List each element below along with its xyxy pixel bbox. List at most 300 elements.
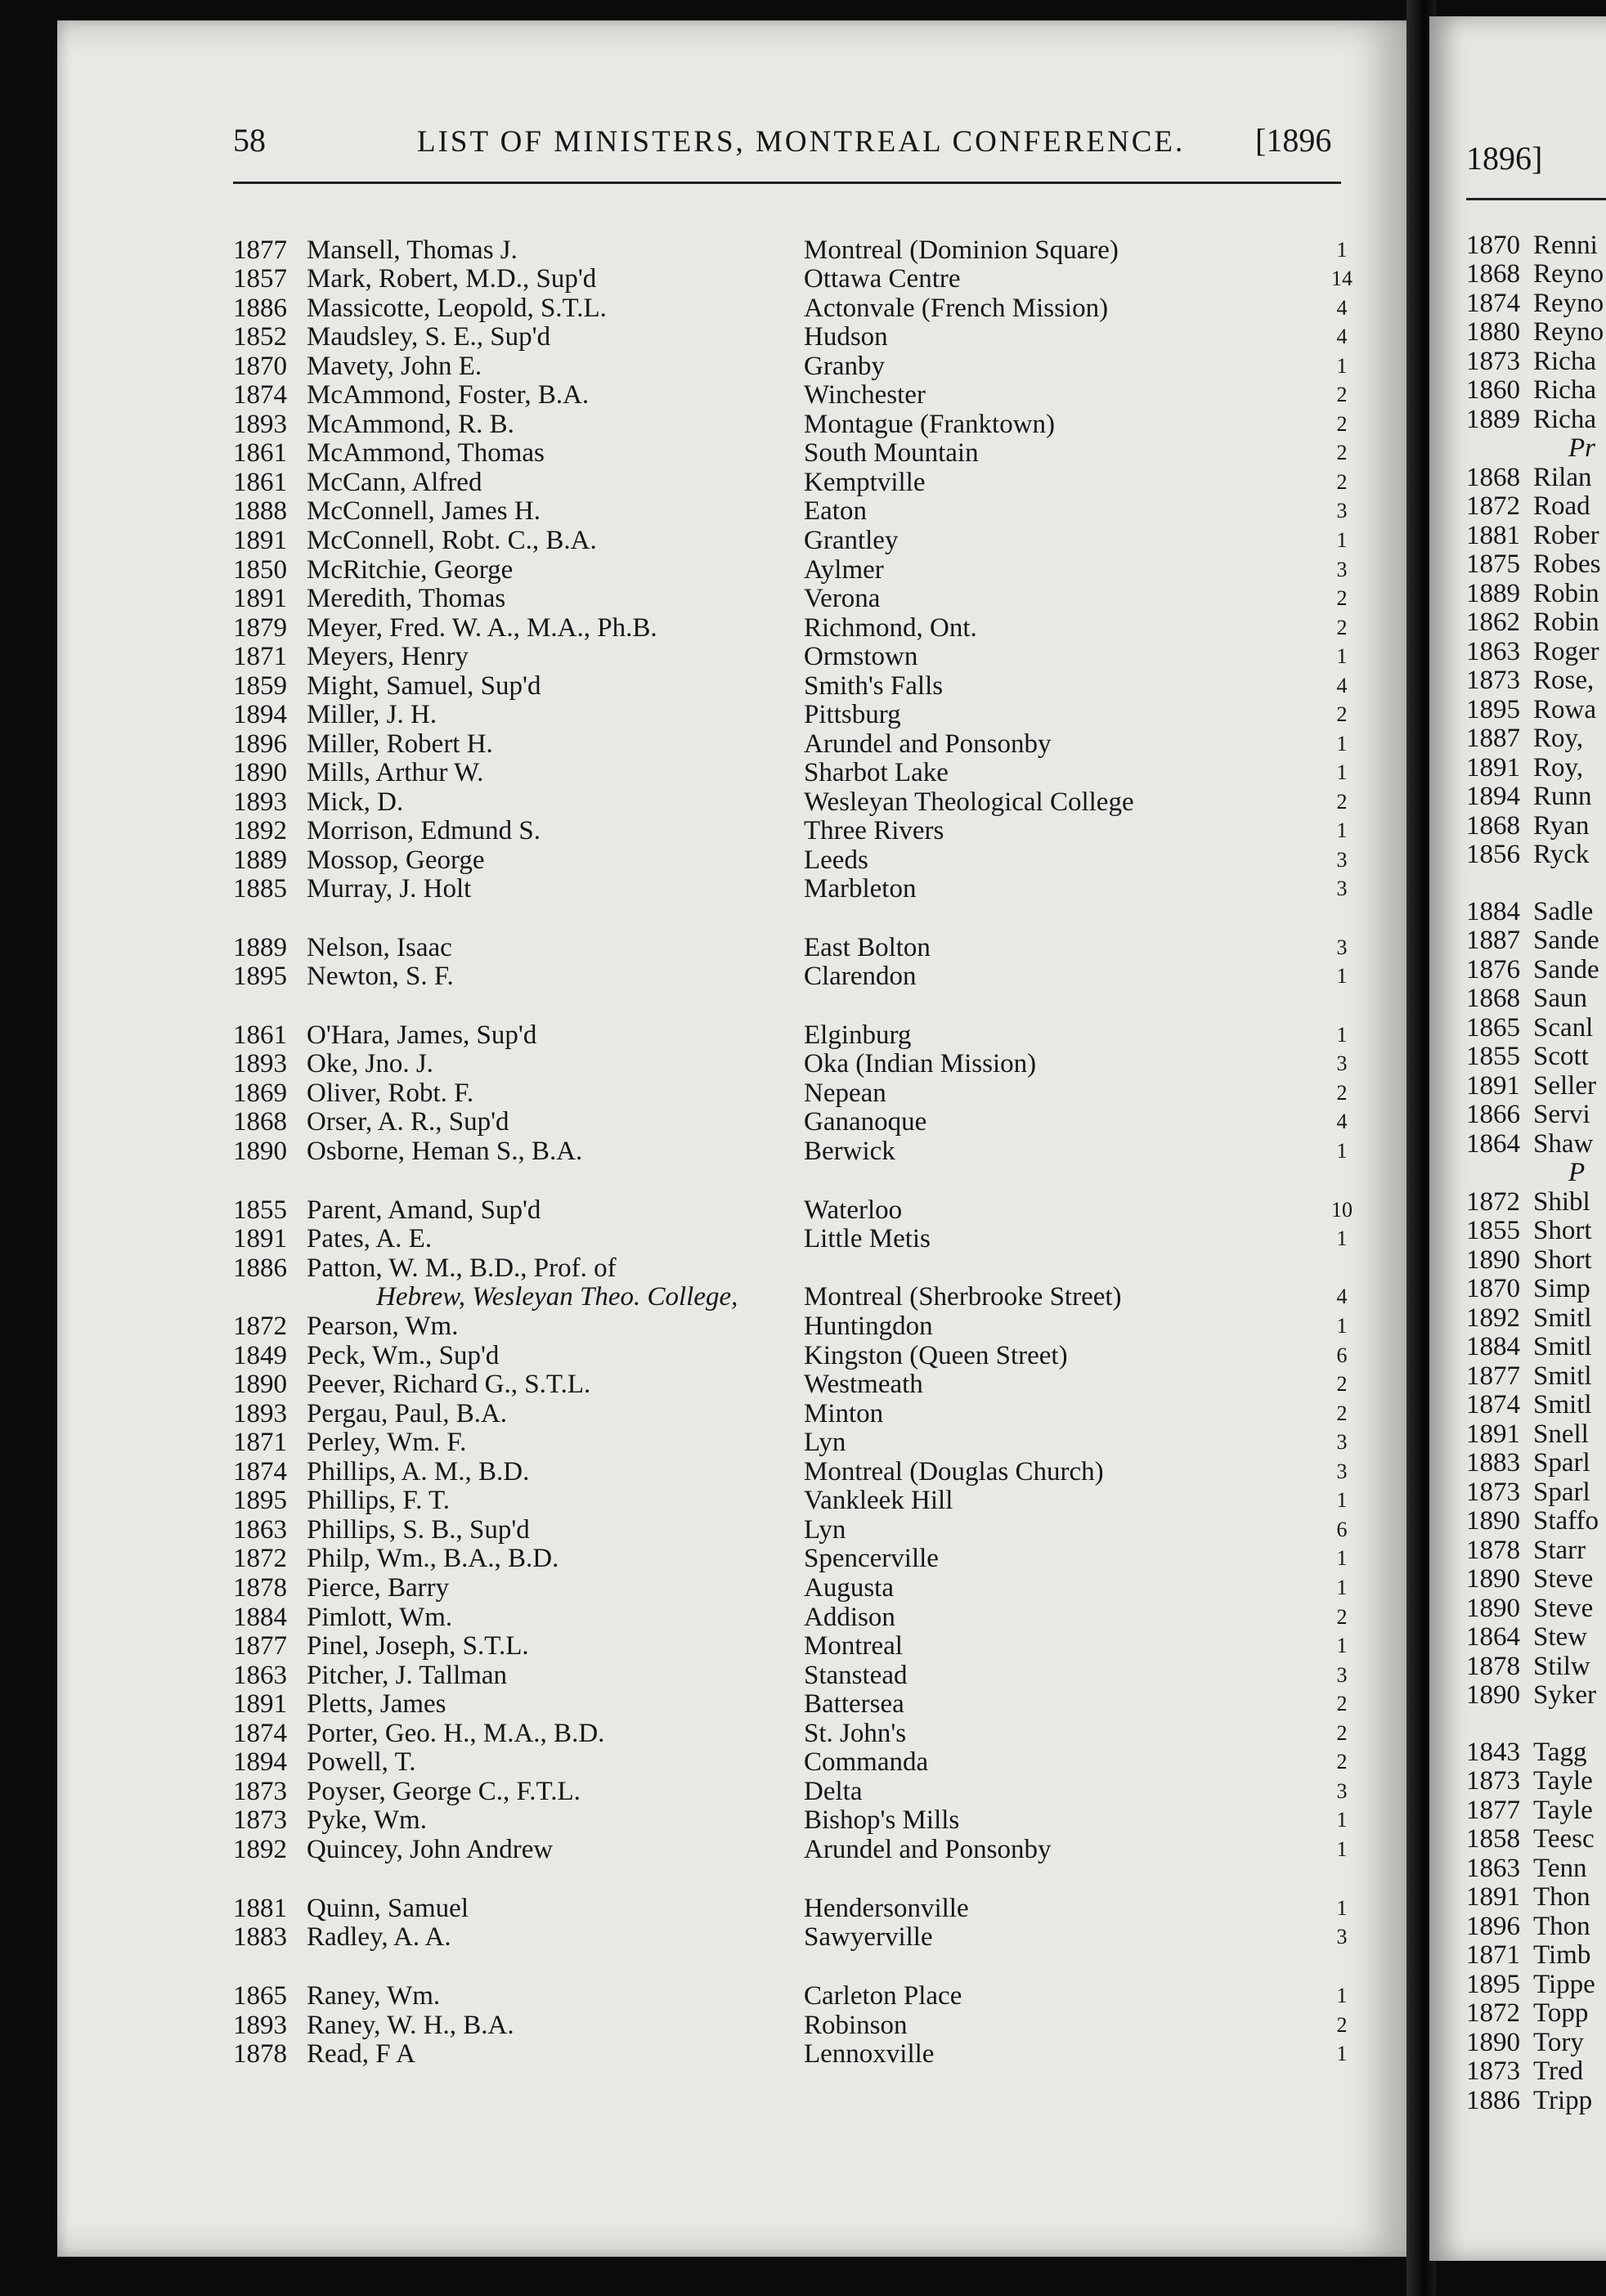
- entry-circuit: Augusta: [804, 1573, 894, 1603]
- entry-name: Perley, Wm. F.: [307, 1428, 467, 1457]
- entry-circuit: Marbleton: [804, 874, 917, 904]
- right-entry-name: Sparl: [1533, 1478, 1590, 1507]
- entry-year: 1872: [233, 1544, 287, 1573]
- entry-circuit: Actonvale (French Mission): [804, 294, 1109, 323]
- entry-year: 1877: [233, 1631, 287, 1661]
- right-entry-year: 1892: [1466, 1303, 1520, 1333]
- list-item: [233, 352, 1353, 381]
- entry-circuit: Granby: [804, 352, 885, 381]
- list-item: [233, 1399, 1353, 1428]
- entry-circuit: Stanstead: [804, 1661, 908, 1690]
- list-item: [233, 438, 1353, 468]
- entry-circuit: Montreal: [804, 1631, 903, 1661]
- entry-years: 2: [1336, 1692, 1348, 1715]
- list-item: [233, 584, 1353, 613]
- list-item: [233, 2039, 1353, 2069]
- right-entry-name: Seller: [1533, 1071, 1596, 1101]
- entry-year: 1886: [233, 1253, 287, 1283]
- entry-years: 3: [1336, 1779, 1348, 1803]
- list-item: [233, 700, 1353, 729]
- right-entry-year: 1868: [1466, 984, 1520, 1013]
- entry-circuit: Clarendon: [804, 962, 917, 991]
- entry-years: 10: [1331, 1198, 1353, 1222]
- right-entry-name: Tred: [1533, 2056, 1584, 2086]
- entry-years: 2: [1336, 702, 1348, 726]
- entry-circuit: Montreal (Dominion Square): [804, 235, 1119, 265]
- entry-years: 3: [1336, 1925, 1348, 1948]
- right-entry-name: Stew: [1533, 1622, 1587, 1652]
- entry-circuit: Smith's Falls: [804, 671, 944, 701]
- entry-years: 3: [1336, 558, 1348, 581]
- entry-year: 1874: [233, 380, 287, 410]
- entry-years: 4: [1336, 1110, 1348, 1133]
- entry-circuit: Ottawa Centre: [804, 264, 961, 294]
- entry-year: 1892: [233, 1835, 287, 1864]
- entry-years: 1: [1336, 1837, 1348, 1861]
- entry-name: Philp, Wm., B.A., B.D.: [307, 1544, 559, 1573]
- right-entry-year: 1874: [1466, 1390, 1520, 1419]
- entry-name: Massicotte, Leopold, S.T.L.: [307, 294, 607, 323]
- right-entry-name: Richa: [1533, 347, 1596, 376]
- entry-circuit: Berwick: [804, 1137, 895, 1166]
- entry-name: Mills, Arthur W.: [307, 758, 484, 787]
- entry-year: 1873: [233, 1805, 287, 1835]
- entry-year: 1859: [233, 671, 287, 701]
- right-entry-year: 1863: [1466, 637, 1520, 666]
- entry-year: 1893: [233, 1399, 287, 1428]
- entry-name: McAmmond, Thomas: [307, 438, 545, 468]
- list-item: [233, 1515, 1353, 1545]
- entry-name: McAmmond, R. B.: [307, 410, 514, 439]
- entry-years: 1: [1336, 964, 1348, 988]
- entry-name: Pletts, James: [307, 1689, 446, 1719]
- list-item: [233, 1107, 1353, 1137]
- list-item: [233, 264, 1353, 294]
- entry-year: 1894: [233, 1747, 287, 1777]
- entry-year: 1861: [233, 468, 287, 497]
- entry-years: 1: [1336, 238, 1348, 262]
- entry-name: Peck, Wm., Sup'd: [307, 1341, 500, 1370]
- right-entry-name: Pr: [1568, 433, 1595, 463]
- entry-name: Quinn, Samuel: [307, 1894, 469, 1923]
- right-entry-name: Richa: [1533, 375, 1596, 405]
- entry-circuit: Vankleek Hill: [804, 1486, 953, 1515]
- entry-name: Patton, W. M., B.D., Prof. of: [307, 1253, 617, 1283]
- entry-name: Meyers, Henry: [307, 642, 469, 671]
- right-entry-name: Rober: [1533, 521, 1599, 550]
- entry-circuit: Waterloo: [804, 1195, 903, 1225]
- right-entry-year: 1866: [1466, 1100, 1520, 1129]
- entry-name: Hebrew, Wesleyan Theo. College,: [376, 1282, 738, 1312]
- running-head: [233, 121, 1345, 170]
- list-item: [233, 1544, 1353, 1573]
- right-entry-name: Scott: [1533, 1042, 1589, 1071]
- entry-year: 1878: [233, 2039, 287, 2069]
- entry-years: 2: [1336, 1372, 1348, 1396]
- entry-years: 1: [1336, 1226, 1348, 1250]
- entry-circuit: Sawyerville: [804, 1922, 933, 1952]
- entry-name: Phillips, S. B., Sup'd: [307, 1515, 530, 1545]
- entry-name: McAmmond, Foster, B.A.: [307, 380, 590, 410]
- entry-year: 1896: [233, 729, 287, 759]
- right-entry-year: 1878: [1466, 1652, 1520, 1681]
- right-entry-year: 1884: [1466, 1332, 1520, 1361]
- right-entry-year: 1875: [1466, 549, 1520, 579]
- right-page-header-year: 1896]: [1466, 140, 1543, 177]
- entry-year: 1890: [233, 1137, 287, 1166]
- entry-name: Oliver, Robt. F.: [307, 1078, 474, 1108]
- entry-year: 1874: [233, 1457, 287, 1487]
- entry-name: Pates, A. E.: [307, 1224, 433, 1253]
- entry-year: 1868: [233, 1107, 287, 1137]
- entry-name: Read, F A: [307, 2039, 415, 2069]
- entry-years: 1: [1336, 1314, 1348, 1338]
- right-entry-name: Reyno: [1533, 317, 1604, 347]
- entry-years: 3: [1336, 1460, 1348, 1483]
- right-entry-name: Smitl: [1533, 1303, 1592, 1333]
- right-entry-year: 1872: [1466, 1998, 1520, 2028]
- list-item: [233, 962, 1353, 991]
- entry-year: 1849: [233, 1341, 287, 1370]
- right-entry-year: 1873: [1466, 1766, 1520, 1796]
- entry-name: Raney, Wm.: [307, 1981, 441, 2011]
- entry-years: 1: [1336, 2042, 1348, 2065]
- list-item: [233, 1224, 1353, 1253]
- entry-years: 4: [1336, 1285, 1348, 1308]
- right-entry-year: 1870: [1466, 231, 1520, 260]
- right-entry-year: 1889: [1466, 405, 1520, 434]
- right-entry-year: 1890: [1466, 1506, 1520, 1536]
- entry-year: 1855: [233, 1195, 287, 1225]
- entry-circuit: Battersea: [804, 1689, 904, 1719]
- right-entry-name: Roy,: [1533, 724, 1584, 753]
- right-entry-year: 1895: [1466, 695, 1520, 724]
- entry-name: Mavety, John E.: [307, 352, 482, 381]
- entry-circuit: East Bolton: [804, 933, 931, 962]
- list-item: [233, 729, 1353, 759]
- entry-years: 1: [1336, 1896, 1348, 1920]
- entry-circuit: Montreal (Sherbrooke Street): [804, 1282, 1122, 1312]
- entry-name: Pierce, Barry: [307, 1573, 450, 1603]
- entry-year: 1871: [233, 642, 287, 671]
- right-entry-name: Simp: [1533, 1274, 1590, 1303]
- entry-years: 2: [1336, 441, 1348, 464]
- header-rule: [233, 182, 1341, 184]
- entry-years: 1: [1336, 1023, 1348, 1047]
- entry-name: Raney, W. H., B.A.: [307, 2011, 514, 2040]
- list-item: [233, 787, 1353, 817]
- entry-years: 1: [1336, 1984, 1348, 2007]
- right-entry-year: 1891: [1466, 1071, 1520, 1101]
- right-entry-name: Tagg: [1533, 1738, 1587, 1767]
- right-entry-name: Scanl: [1533, 1013, 1594, 1043]
- right-entry-year: 1843: [1466, 1738, 1520, 1767]
- entry-years: 1: [1336, 760, 1348, 784]
- entry-name: Phillips, A. M., B.D.: [307, 1457, 530, 1487]
- entry-years: 1: [1336, 1488, 1348, 1512]
- right-entry-year: 1884: [1466, 897, 1520, 926]
- right-entry-name: Smitl: [1533, 1332, 1592, 1361]
- entry-name: Meredith, Thomas: [307, 584, 506, 613]
- right-header-rule: [1466, 198, 1606, 200]
- page-number: 58: [233, 122, 266, 159]
- entry-circuit: Robinson: [804, 2011, 908, 2040]
- entry-name: Miller, Robert H.: [307, 729, 493, 759]
- list-item: [233, 322, 1353, 352]
- entry-years: 2: [1336, 1081, 1348, 1105]
- right-entry-name: Tippe: [1533, 1970, 1595, 1999]
- right-entry-year: 1896: [1466, 1912, 1520, 1941]
- right-entry-name: Sadle: [1533, 897, 1594, 926]
- right-entry-year: 1877: [1466, 1796, 1520, 1825]
- entry-years: 1: [1336, 528, 1348, 552]
- entry-circuit: Arundel and Ponsonby: [804, 1835, 1052, 1864]
- page-title: LIST OF MINISTERS, MONTREAL CONFERENCE.: [417, 125, 1186, 159]
- entry-name: Pearson, Wm.: [307, 1312, 459, 1341]
- entry-circuit: Elginburg: [804, 1020, 912, 1050]
- entry-years: 4: [1336, 296, 1348, 320]
- list-item: [233, 410, 1353, 439]
- list-item: [233, 816, 1353, 845]
- right-entry-name: Renni: [1533, 231, 1598, 260]
- list-item: [233, 1747, 1353, 1777]
- entry-year: 1883: [233, 1922, 287, 1952]
- entry-circuit: Lyn: [804, 1515, 846, 1545]
- right-entry-name: Runn: [1533, 782, 1592, 811]
- entry-year: 1889: [233, 845, 287, 875]
- entry-circuit: Nepean: [804, 1078, 886, 1108]
- entry-years: 3: [1336, 499, 1348, 522]
- right-entry-name: Teesc: [1533, 1824, 1595, 1854]
- list-item: [233, 2011, 1353, 2040]
- entry-year: 1877: [233, 235, 287, 265]
- entry-circuit: St. John's: [804, 1719, 907, 1748]
- entry-circuit: Kemptville: [804, 468, 926, 497]
- entry-year: 1873: [233, 1777, 287, 1806]
- right-entry-name: Robes: [1533, 549, 1601, 579]
- right-entry-year: 1868: [1466, 259, 1520, 289]
- entry-name: Pitcher, J. Tallman: [307, 1661, 508, 1690]
- right-entry-year: 1878: [1466, 1536, 1520, 1565]
- list-item: [233, 1428, 1353, 1457]
- right-entry-name: Servi: [1533, 1100, 1590, 1129]
- right-entry-year: 1868: [1466, 811, 1520, 841]
- entry-year: 1890: [233, 1370, 287, 1399]
- list-item: [233, 874, 1353, 904]
- entry-circuit: Wesleyan Theological College: [804, 787, 1134, 817]
- right-entry-name: Short: [1533, 1216, 1592, 1245]
- right-entry-year: 1890: [1466, 1594, 1520, 1623]
- entry-circuit: Pittsburg: [804, 700, 901, 729]
- entry-name: McConnell, James H.: [307, 496, 541, 526]
- entry-name: Meyer, Fred. W. A., M.A., Ph.B.: [307, 613, 657, 643]
- entry-circuit: Montreal (Douglas Church): [804, 1457, 1104, 1487]
- entry-name: Morrison, Edmund S.: [307, 816, 541, 845]
- entry-circuit: Verona: [804, 584, 881, 613]
- entry-name: Powell, T.: [307, 1747, 416, 1777]
- entry-year: 1886: [233, 294, 287, 323]
- entry-name: Mark, Robert, M.D., Sup'd: [307, 264, 597, 294]
- right-entry-name: Robin: [1533, 608, 1599, 637]
- right-entry-name: Reyno: [1533, 289, 1604, 318]
- entry-years: 2: [1336, 1401, 1348, 1425]
- entry-years: 2: [1336, 470, 1348, 494]
- right-entry-name: Timb: [1533, 1940, 1591, 1970]
- right-entry-year: 1873: [1466, 2056, 1520, 2086]
- entry-years: 4: [1336, 674, 1348, 697]
- entry-circuit: Three Rivers: [804, 816, 944, 845]
- right-entry-name: Rilan: [1533, 463, 1592, 492]
- entry-year: 1891: [233, 526, 287, 555]
- entry-name: Quincey, John Andrew: [307, 1835, 554, 1864]
- list-item: [233, 642, 1353, 671]
- entry-year: 1895: [233, 962, 287, 991]
- list-item: [233, 1341, 1353, 1370]
- right-page: [1429, 16, 1606, 2261]
- entry-year: 1893: [233, 787, 287, 817]
- entry-name: Murray, J. Holt: [307, 874, 472, 904]
- right-entry-year: 1858: [1466, 1824, 1520, 1854]
- right-entry-name: Syker: [1533, 1680, 1596, 1710]
- entry-circuit: South Mountain: [804, 438, 979, 468]
- right-entry-year: 1887: [1466, 724, 1520, 753]
- list-item: [233, 1894, 1353, 1923]
- right-entry-year: 1872: [1466, 1187, 1520, 1217]
- entry-name: Newton, S. F.: [307, 962, 454, 991]
- entry-circuit: Arundel and Ponsonby: [804, 729, 1052, 759]
- entry-circuit: Eaton: [804, 496, 867, 526]
- list-item: [233, 845, 1353, 875]
- right-entry-name: Steve: [1533, 1564, 1594, 1594]
- list-item: [233, 526, 1353, 555]
- entry-circuit: Grantley: [804, 526, 899, 555]
- right-entry-name: Ryck: [1533, 840, 1590, 869]
- entry-years: 2: [1336, 412, 1348, 436]
- entry-circuit: Hudson: [804, 322, 888, 352]
- entry-year: 1861: [233, 1020, 287, 1050]
- right-entry-name: Shibl: [1533, 1187, 1590, 1217]
- entry-years: 2: [1336, 1721, 1348, 1745]
- entry-year: 1869: [233, 1078, 287, 1108]
- list-item: [233, 1486, 1353, 1515]
- right-entry-year: 1874: [1466, 289, 1520, 318]
- entry-year: 1871: [233, 1428, 287, 1457]
- entry-year: 1885: [233, 874, 287, 904]
- right-entry-name: Starr: [1533, 1536, 1586, 1565]
- list-item: [233, 1719, 1353, 1748]
- right-entry-name: Ryan: [1533, 811, 1590, 841]
- entry-years: 1: [1336, 354, 1348, 378]
- entry-year: 1894: [233, 700, 287, 729]
- entry-name: Parent, Amand, Sup'd: [307, 1195, 541, 1225]
- entry-name: Pinel, Joseph, S.T.L.: [307, 1631, 529, 1661]
- right-entry-name: Staffo: [1533, 1506, 1599, 1536]
- right-entry-name: Stilw: [1533, 1652, 1590, 1681]
- entry-name: Maudsley, S. E., Sup'd: [307, 322, 551, 352]
- right-entry-name: Saun: [1533, 984, 1587, 1013]
- entry-circuit: Lennoxville: [804, 2039, 935, 2069]
- entry-year: 1892: [233, 816, 287, 845]
- right-entry-name: Tayle: [1533, 1796, 1593, 1825]
- entry-years: 1: [1336, 644, 1348, 668]
- list-item: [233, 1078, 1353, 1108]
- list-item: [233, 613, 1353, 643]
- entry-years: 6: [1336, 1343, 1348, 1367]
- entry-years: 3: [1336, 935, 1348, 959]
- entry-years: 3: [1336, 877, 1348, 900]
- right-entry-year: 1863: [1466, 1854, 1520, 1883]
- entry-years: 1: [1336, 818, 1348, 842]
- entry-name: Porter, Geo. H., M.A., B.D.: [307, 1719, 605, 1748]
- entry-name: Pergau, Paul, B.A.: [307, 1399, 508, 1428]
- right-entry-year: 1890: [1466, 1564, 1520, 1594]
- entry-years: 1: [1336, 1576, 1348, 1599]
- entry-circuit: Ormstown: [804, 642, 918, 671]
- entry-year: 1879: [233, 613, 287, 643]
- entry-year: 1890: [233, 758, 287, 787]
- entry-circuit: Delta: [804, 1777, 863, 1806]
- list-item: [233, 1195, 1353, 1225]
- list-item: [233, 1573, 1353, 1603]
- right-entry-name: Topp: [1533, 1998, 1589, 2028]
- entry-year: 1857: [233, 264, 287, 294]
- right-entry-year: 1855: [1466, 1042, 1520, 1071]
- right-entry-year: 1873: [1466, 347, 1520, 376]
- entry-circuit: Carleton Place: [804, 1981, 962, 2011]
- entry-name: Osborne, Heman S., B.A.: [307, 1137, 583, 1166]
- entry-circuit: Kingston (Queen Street): [804, 1341, 1068, 1370]
- list-item: [233, 294, 1353, 323]
- entry-year: 1893: [233, 1049, 287, 1078]
- right-entry-year: 1891: [1466, 1419, 1520, 1449]
- right-entry-name: Tripp: [1533, 2086, 1593, 2115]
- right-entry-name: Steve: [1533, 1594, 1594, 1623]
- right-entry-year: 1886: [1466, 2086, 1520, 2115]
- right-entry-year: 1870: [1466, 1274, 1520, 1303]
- right-entry-year: 1895: [1466, 1970, 1520, 1999]
- entry-name: Phillips, F. T.: [307, 1486, 450, 1515]
- right-entry-year: 1890: [1466, 1680, 1520, 1710]
- list-item: [233, 1020, 1353, 1050]
- list-item: [233, 1137, 1353, 1166]
- list-item: [233, 671, 1353, 701]
- entry-year: 1893: [233, 410, 287, 439]
- right-entry-year: 1890: [1466, 1245, 1520, 1275]
- right-entry-name: Road: [1533, 491, 1590, 521]
- right-entry-name: Sparl: [1533, 1448, 1590, 1478]
- right-entry-name: Reyno: [1533, 259, 1604, 289]
- entry-circuit: Leeds: [804, 845, 868, 875]
- right-entry-year: 1876: [1466, 955, 1520, 984]
- entry-year: 1893: [233, 2011, 287, 2040]
- entry-circuit: Richmond, Ont.: [804, 613, 977, 643]
- list-item: [233, 1370, 1353, 1399]
- entry-name: Mick, D.: [307, 787, 404, 817]
- right-entry-name: Rowa: [1533, 695, 1596, 724]
- right-entry-year: 1891: [1466, 753, 1520, 783]
- list-item: [233, 1981, 1353, 2011]
- right-entry-year: 1881: [1466, 521, 1520, 550]
- entry-years: 2: [1336, 790, 1348, 814]
- entry-years: 14: [1331, 267, 1353, 290]
- entry-year: 1891: [233, 1689, 287, 1719]
- entry-circuit: Winchester: [804, 380, 926, 410]
- entry-years: 3: [1336, 848, 1348, 872]
- entry-year: 1888: [233, 496, 287, 526]
- list-item: [233, 1777, 1353, 1806]
- right-entry-year: 1894: [1466, 782, 1520, 811]
- entry-name: Oke, Jno. J.: [307, 1049, 433, 1078]
